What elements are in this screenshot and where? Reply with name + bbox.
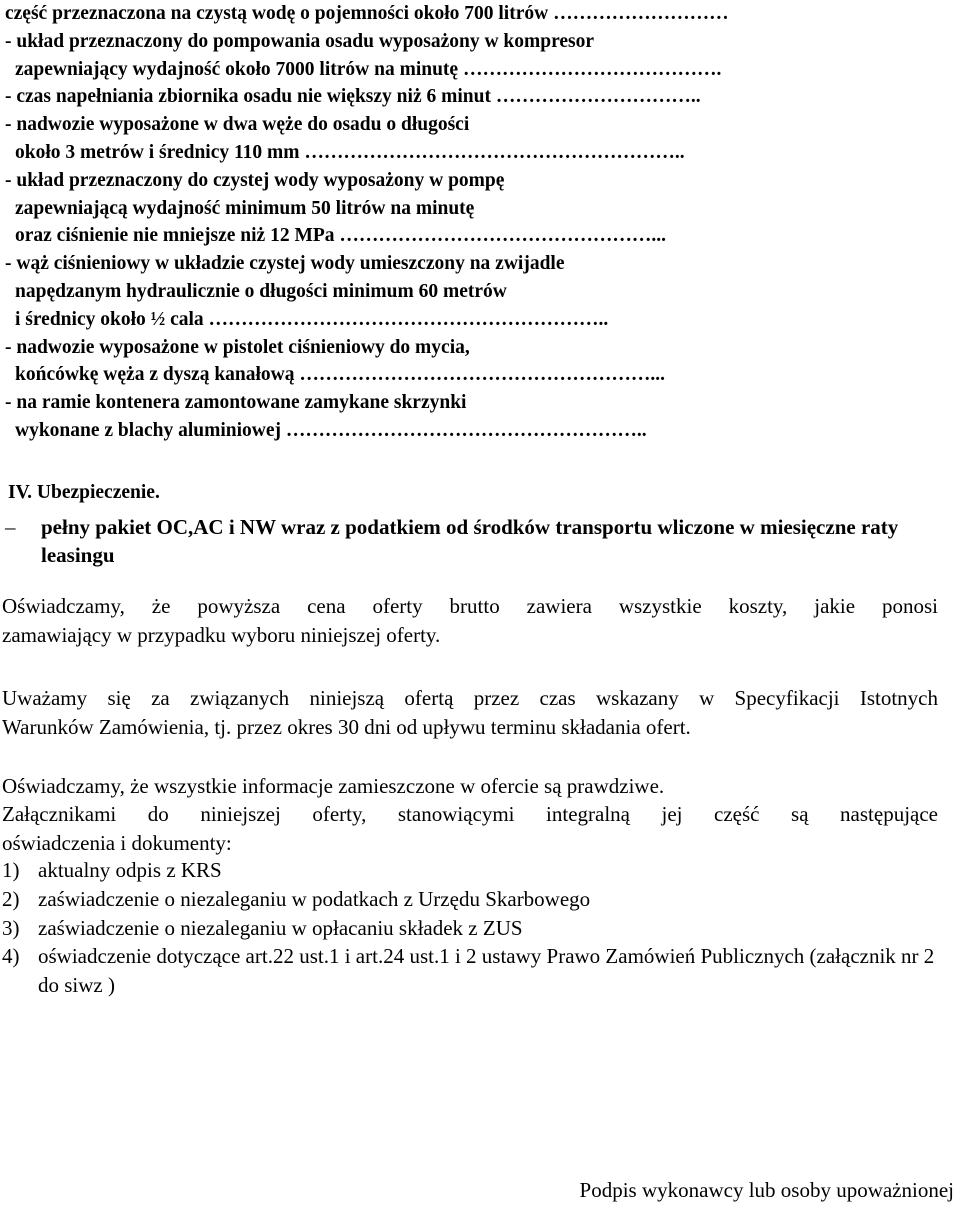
spec-line: końcówkę węża z dyszą kanałową ………………………………………………... [15,364,666,386]
list-item [2,914,942,943]
insurance-item [5,513,955,569]
truth-paragraph [2,772,938,801]
list-number: 1) [2,858,20,882]
list-item-text: oświadczenie dotyczące art.22 ust.1 i art.24 ust.1 i 2 ustawy Prawo Zamówień Publicznych (załącznik nr 2 do siwz ) [38,944,935,998]
spec-line: około 3 metrów i średnicy 110 mm ………………………………………………….. [15,141,685,163]
list-dash: – [5,515,16,539]
spec-line: wykonane z blachy aluminiowej ……………………………………………….. [15,419,647,441]
spec-line: - układ przeznaczony do czystej wody wyposażony w pompę [5,169,505,191]
list-item-text: zaświadczenie o niezaleganiu w opłacaniu składek z ZUS [38,915,523,940]
paragraph-line: Uważamy się za związanych niniejszą ofertą przez czas wskazany w Specyfikacji Istotnych [2,686,938,710]
list-item [2,885,942,914]
spec-line: część przeznaczona na czystą wodę o pojemności około 700 litrów ……………………… [5,3,729,24]
paragraph-line: Załącznikami do niniejszej oferty, stanowiącymi integralną jej część są następujące [2,802,938,826]
spec-line: - na ramie kontenera zamontowane zamykane skrzynki [5,392,467,414]
list-item-text: zaświadczenie o niezaleganiu w podatkach z Urzędu Skarbowego [38,886,591,911]
spec-line: - nadwozie wyposażone w dwa węże do osadu o długości [5,114,470,136]
spec-line: zapewniający wydajność około 7000 litrów na minutę …………………………………. [15,58,722,80]
spec-line: zapewniającą wydajność minimum 50 litrów na minutę [15,197,475,219]
section-heading-insurance: IV. Ubezpieczenie. [8,482,160,503]
list-item [2,856,942,885]
costs-paragraph [2,592,938,649]
spec-line: - nadwozie wyposażone w pistolet ciśnieniowy do mycia, [5,336,470,358]
paragraph-line: Oświadczamy, że wszystkie informacje zamieszczone w ofercie są prawdziwe. [2,774,665,798]
spec-line: i średnicy około ½ cala …………………………………………………….. [15,308,609,330]
spec-line: - wąż ciśnieniowy w układzie czystej wody umieszczony na zwijadle [5,253,565,275]
binding-paragraph [2,684,938,741]
paragraph-line: Oświadczamy, że powyższa cena oferty brutto zawiera wszystkie koszty, jakie ponosi [2,594,938,618]
spec-line: - układ przeznaczony do pompowania osadu wyposażony w kompresor [5,30,595,52]
spec-line: oraz ciśnienie nie mniejsze niż 12 MPa …………………………………………... [15,225,667,247]
list-number: 3) [2,915,20,940]
spec-line: napędzanym hydraulicznie o długości minimum 60 metrów [15,280,507,302]
attachments-intro [2,800,938,857]
paragraph-line: zamawiający w przypadku wyboru niniejszej oferty. [2,622,441,647]
insurance-text: pełny pakiet OC,AC i NW wraz z podatkiem od środków transportu wliczone w miesięczne raty leasingu [41,515,899,567]
paragraph-line: oświadczenia i dokumenty: [2,830,232,855]
signature-caption: Podpis wykonawcy lub osoby upoważnionej [579,1178,954,1202]
list-number: 2) [2,886,20,911]
list-number: 4) [2,944,20,969]
equipment-spec-list [5,0,960,445]
paragraph-line: Warunków Zamówienia, tj. przez okres 30 dni od upływu terminu składania ofert. [2,714,691,739]
attachments-list [2,856,942,1000]
list-item-text: aktualny odpis z KRS [38,858,222,882]
spec-line: - czas napełniania zbiornika osadu nie większy niż 6 minut ………………………….. [5,86,701,108]
list-item [2,942,942,1000]
